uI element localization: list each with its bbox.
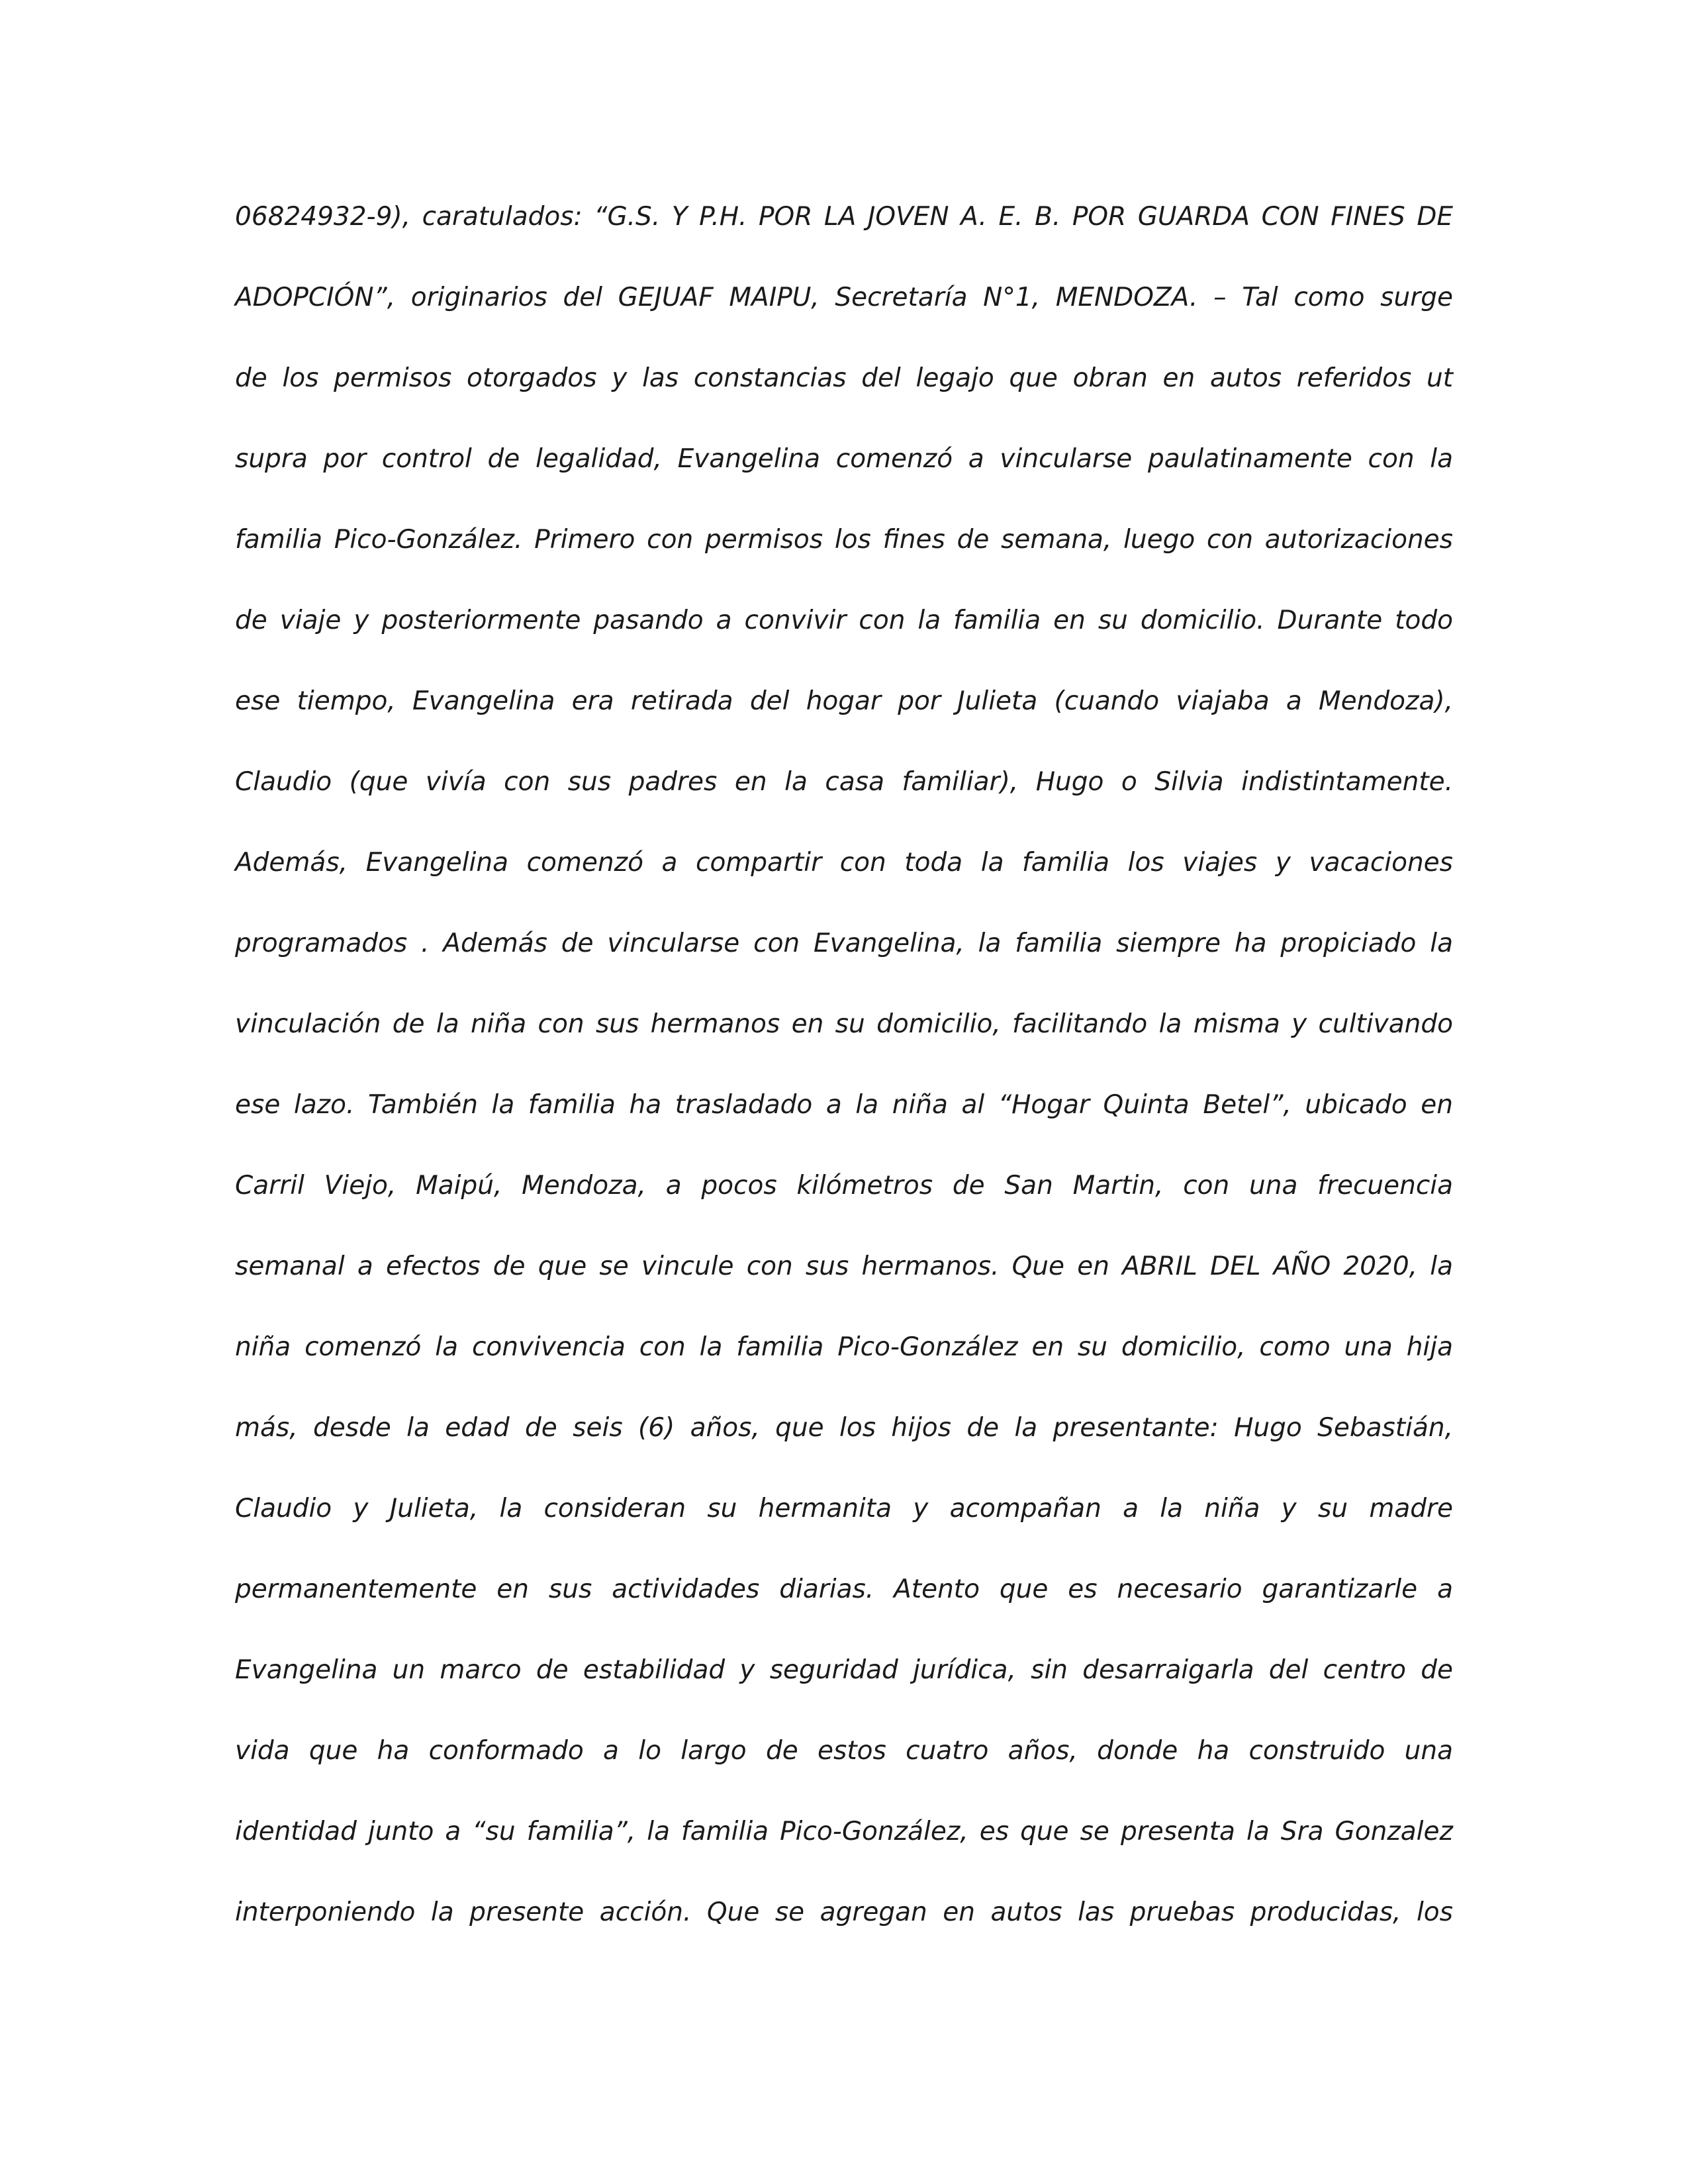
text-line: programados . Además de vincularse con Evangelina, la familia siempre ha propiciado la (235, 929, 1453, 958)
text-line: identidad junto a “su familia”, la familia Pico-González, es que se presenta la Sra Gonzalez (235, 1817, 1453, 1846)
text-line: ese tiempo, Evangelina era retirada del hogar por Julieta (cuando viajaba a Mendoza), (235, 686, 1453, 716)
body-paragraph (235, 199, 1453, 1975)
text-line: Claudio y Julieta, la consideran su hermanita y acompañan a la niña y su madre (235, 1494, 1453, 1524)
text-line: de viaje y posteriormente pasando a convivir con la familia en su domicilio. Durante todo (235, 606, 1453, 635)
text-line: Claudio (que vivía con sus padres en la casa familiar), Hugo o Silvia indistintamente. (235, 767, 1453, 797)
text-line: semanal a efectos de que se vincule con sus hermanos. Que en ABRIL DEL AÑO 2020, la (235, 1251, 1453, 1281)
text-line: de los permisos otorgados y las constancias del legajo que obran en autos referidos ut (235, 363, 1453, 393)
text-line: ese lazo. También la familia ha trasladado a la niña al “Hogar Quinta Betel”, ubicado en (235, 1090, 1453, 1120)
text-line: 06824932-9), caratulados: “G.S. Y P.H. POR LA JOVEN A. E. B. POR GUARDA CON FINES DE (235, 202, 1453, 232)
text-line: interponiendo la presente acción. Que se agregan en autos las pruebas producidas, los (235, 1897, 1453, 1927)
text-line: Carril Viejo, Maipú, Mendoza, a pocos kilómetros de San Martin, con una frecuencia (235, 1171, 1453, 1201)
text-line: permanentemente en sus actividades diarias. Atento que es necesario garantizarle a (235, 1574, 1453, 1604)
text-line: Evangelina un marco de estabilidad y seguridad jurídica, sin desarraigarla del centro de (235, 1655, 1453, 1685)
text-line: vinculación de la niña con sus hermanos en su domicilio, facilitando la misma y cultivando (235, 1009, 1453, 1039)
text-line: más, desde la edad de seis (6) años, que los hijos de la presentante: Hugo Sebastián, (235, 1413, 1453, 1443)
text-line: ADOPCIÓN”, originarios del GEJUAF MAIPU, Secretaría N°1, MENDOZA. – Tal como surge (235, 283, 1453, 312)
text-line: vida que ha conformado a lo largo de estos cuatro años, donde ha construido una (235, 1736, 1453, 1766)
text-line: familia Pico-González. Primero con permisos los fines de semana, luego con autorizaciones (235, 525, 1453, 555)
text-line: supra por control de legalidad, Evangelina comenzó a vincularse paulatinamente con la (235, 444, 1453, 474)
text-line: niña comenzó la convivencia con la familia Pico-González en su domicilio, como una hija (235, 1332, 1453, 1362)
text-line: Además, Evangelina comenzó a compartir con toda la familia los viajes y vacaciones (235, 848, 1453, 878)
